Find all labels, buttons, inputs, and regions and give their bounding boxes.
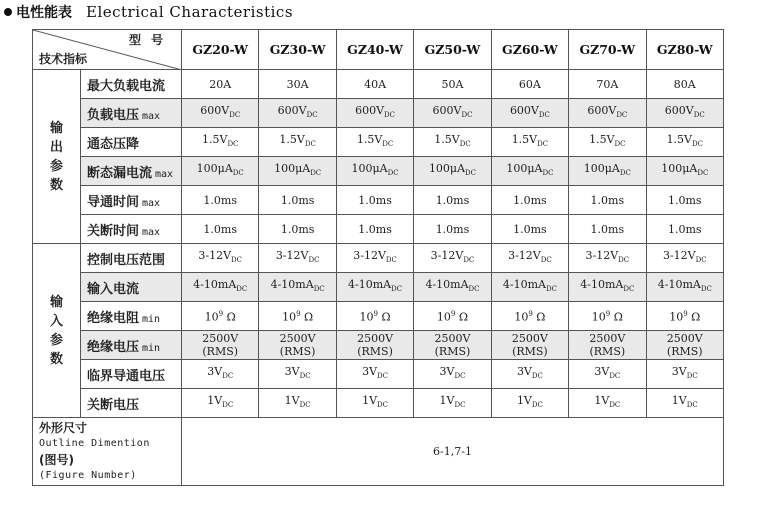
value-cell: 1.0ms xyxy=(491,215,568,244)
value-cell: $600V_{DC}$ xyxy=(569,99,646,128)
row-label-text: 最大负载电流 xyxy=(87,78,166,94)
value-cell: 2500V (RMS) xyxy=(182,331,259,360)
value-cell: $10^9$ Ω xyxy=(259,302,336,331)
value-cell: $3V_{DC}$ xyxy=(259,360,336,389)
outline-label-cell xyxy=(33,418,182,486)
value-cell: 1.0ms xyxy=(259,215,336,244)
value-cell: $3-12V_{DC}$ xyxy=(646,244,723,273)
row-label-suffix: min xyxy=(142,313,161,325)
table-row xyxy=(33,331,724,360)
row-label xyxy=(81,70,182,99)
heading-title-en: Electrical Characteristics xyxy=(86,3,294,21)
value-cell: $1V_{DC}$ xyxy=(182,389,259,418)
figure-number-value: 6-1,7-1 xyxy=(182,418,724,486)
model-header: GZ70-W xyxy=(569,30,646,70)
table-row xyxy=(33,186,724,215)
table-row xyxy=(33,157,724,186)
value-cell: $1V_{DC}$ xyxy=(491,389,568,418)
value-cell: 2500V (RMS) xyxy=(569,331,646,360)
table-row xyxy=(33,302,724,331)
table-row xyxy=(33,215,724,244)
value-cell: $4-10mA_{DC}$ xyxy=(491,273,568,302)
value-cell: $3-12V_{DC}$ xyxy=(491,244,568,273)
header-corner-cell xyxy=(33,30,182,70)
value-cell: $3V_{DC}$ xyxy=(414,360,491,389)
value-cell: $3V_{DC}$ xyxy=(646,360,723,389)
value-cell: $3-12V_{DC}$ xyxy=(336,244,413,273)
row-label-text: 负载电压 xyxy=(87,107,140,123)
value-cell: $1V_{DC}$ xyxy=(259,389,336,418)
row-label-text: 控制电压范围 xyxy=(87,252,166,268)
value-cell: $600V_{DC}$ xyxy=(646,99,723,128)
row-label-suffix: max xyxy=(142,226,161,238)
corner-model-label: 型号 xyxy=(128,33,173,47)
value-cell: $100\mu A_{DC}$ xyxy=(414,157,491,186)
bullet-dot-icon xyxy=(4,8,12,16)
value-cell: 60A xyxy=(491,70,568,99)
value-cell: $3V_{DC}$ xyxy=(491,360,568,389)
row-label-text: 临界导通电压 xyxy=(87,368,166,384)
table-row xyxy=(33,128,724,157)
value-cell: 1.0ms xyxy=(569,215,646,244)
value-cell: $10^9$ Ω xyxy=(182,302,259,331)
value-cell: $1.5V_{DC}$ xyxy=(569,128,646,157)
model-header: GZ60-W xyxy=(491,30,568,70)
value-cell: 1.0ms xyxy=(646,186,723,215)
value-cell: $4-10mA_{DC}$ xyxy=(336,273,413,302)
value-cell: 2500V (RMS) xyxy=(259,331,336,360)
value-cell: $1.5V_{DC}$ xyxy=(182,128,259,157)
value-cell: 2500V (RMS) xyxy=(336,331,413,360)
outline-label-zh: 外形尺寸 xyxy=(39,421,88,435)
row-label-text: 输入电流 xyxy=(87,281,140,297)
value-cell: $100\mu A_{DC}$ xyxy=(646,157,723,186)
table-row xyxy=(33,244,724,273)
row-label-text: 通态压降 xyxy=(87,136,140,152)
table-row xyxy=(33,273,724,302)
table-row xyxy=(33,99,724,128)
value-cell: $10^9$ Ω xyxy=(414,302,491,331)
row-label xyxy=(81,331,182,360)
value-cell: $10^9$ Ω xyxy=(646,302,723,331)
value-cell: $4-10mA_{DC}$ xyxy=(259,273,336,302)
value-cell: 70A xyxy=(569,70,646,99)
value-cell: $1.5V_{DC}$ xyxy=(491,128,568,157)
table-row xyxy=(33,70,724,99)
model-header: GZ40-W xyxy=(336,30,413,70)
value-cell: 30A xyxy=(259,70,336,99)
row-label xyxy=(81,360,182,389)
value-cell: $1.5V_{DC}$ xyxy=(414,128,491,157)
value-cell: $1.5V_{DC}$ xyxy=(646,128,723,157)
row-label-text: 绝缘电阻 xyxy=(87,310,140,326)
row-label xyxy=(81,244,182,273)
value-cell: $1V_{DC}$ xyxy=(569,389,646,418)
value-cell: 20A xyxy=(182,70,259,99)
value-cell: $10^9$ Ω xyxy=(491,302,568,331)
value-cell: $100\mu A_{DC}$ xyxy=(569,157,646,186)
value-cell: 50A xyxy=(414,70,491,99)
header-row xyxy=(33,30,724,70)
value-cell: $3-12V_{DC}$ xyxy=(569,244,646,273)
row-label-text: 断态漏电流 xyxy=(87,165,153,181)
value-cell: $1V_{DC}$ xyxy=(646,389,723,418)
value-cell: $3V_{DC}$ xyxy=(336,360,413,389)
row-label-text: 关断电压 xyxy=(87,397,140,413)
value-cell: $100\mu A_{DC}$ xyxy=(336,157,413,186)
outline-row xyxy=(33,418,724,486)
row-label xyxy=(81,273,182,302)
value-cell: $3-12V_{DC}$ xyxy=(182,244,259,273)
value-cell: $600V_{DC}$ xyxy=(491,99,568,128)
value-cell: $10^9$ Ω xyxy=(336,302,413,331)
value-cell: $4-10mA_{DC}$ xyxy=(414,273,491,302)
value-cell: $3-12V_{DC}$ xyxy=(414,244,491,273)
value-cell: $600V_{DC}$ xyxy=(182,99,259,128)
outline-label2-en: (Figure Number) xyxy=(39,470,137,481)
model-header: GZ80-W xyxy=(646,30,723,70)
table-row xyxy=(33,360,724,389)
value-cell: $1.5V_{DC}$ xyxy=(259,128,336,157)
value-cell: 1.0ms xyxy=(336,215,413,244)
row-label-text: 导通时间 xyxy=(87,194,140,210)
model-header: GZ30-W xyxy=(259,30,336,70)
value-cell: 1.0ms xyxy=(336,186,413,215)
value-cell: $3V_{DC}$ xyxy=(569,360,646,389)
value-cell: $4-10mA_{DC}$ xyxy=(569,273,646,302)
outline-label-en: Outline Dimention xyxy=(39,438,150,449)
electrical-characteristics-table xyxy=(32,29,724,486)
value-cell: 1.0ms xyxy=(259,186,336,215)
value-cell: 1.0ms xyxy=(646,215,723,244)
row-label xyxy=(81,215,182,244)
row-label xyxy=(81,128,182,157)
table-row xyxy=(33,389,724,418)
value-cell: 1.0ms xyxy=(569,186,646,215)
value-cell: 1.0ms xyxy=(491,186,568,215)
row-label-text: 关断时间 xyxy=(87,223,140,239)
value-cell: $1V_{DC}$ xyxy=(336,389,413,418)
heading-title-zh: 电性能表 xyxy=(16,5,72,21)
row-label xyxy=(81,389,182,418)
row-label xyxy=(81,99,182,128)
value-cell: $1.5V_{DC}$ xyxy=(336,128,413,157)
row-label-suffix: max xyxy=(142,110,161,122)
value-cell: 1.0ms xyxy=(414,215,491,244)
output-group-label: 输 出 参 数 xyxy=(33,70,81,244)
value-cell: 2500V (RMS) xyxy=(414,331,491,360)
value-cell: $3V_{DC}$ xyxy=(182,360,259,389)
row-label xyxy=(81,302,182,331)
value-cell: 1.0ms xyxy=(182,186,259,215)
row-label-suffix: max xyxy=(155,168,174,180)
value-cell: $600V_{DC}$ xyxy=(336,99,413,128)
value-cell: 2500V (RMS) xyxy=(646,331,723,360)
value-cell: $4-10mA_{DC}$ xyxy=(182,273,259,302)
table-body xyxy=(33,30,724,486)
model-header: GZ20-W xyxy=(182,30,259,70)
value-cell: 40A xyxy=(336,70,413,99)
value-cell: 1.0ms xyxy=(414,186,491,215)
value-cell: 1.0ms xyxy=(182,215,259,244)
row-label-suffix: max xyxy=(142,197,161,209)
row-label-suffix: min xyxy=(142,342,161,354)
value-cell: $10^9$ Ω xyxy=(569,302,646,331)
value-cell: $100\mu A_{DC}$ xyxy=(182,157,259,186)
section-heading xyxy=(2,0,293,24)
value-cell: $100\mu A_{DC}$ xyxy=(491,157,568,186)
value-cell: $4-10mA_{DC}$ xyxy=(646,273,723,302)
row-label xyxy=(81,186,182,215)
value-cell: $600V_{DC}$ xyxy=(414,99,491,128)
value-cell: $100\mu A_{DC}$ xyxy=(259,157,336,186)
input-group-label: 输 入 参 数 xyxy=(33,244,81,418)
corner-index-label: 技术指标 xyxy=(39,52,88,66)
row-label-text: 绝缘电压 xyxy=(87,339,140,355)
value-cell: $3-12V_{DC}$ xyxy=(259,244,336,273)
value-cell: $1V_{DC}$ xyxy=(414,389,491,418)
row-label xyxy=(81,157,182,186)
model-header: GZ50-W xyxy=(414,30,491,70)
outline-label2-zh: (图号) xyxy=(39,453,74,467)
value-cell: 80A xyxy=(646,70,723,99)
value-cell: $600V_{DC}$ xyxy=(259,99,336,128)
value-cell: 2500V (RMS) xyxy=(491,331,568,360)
